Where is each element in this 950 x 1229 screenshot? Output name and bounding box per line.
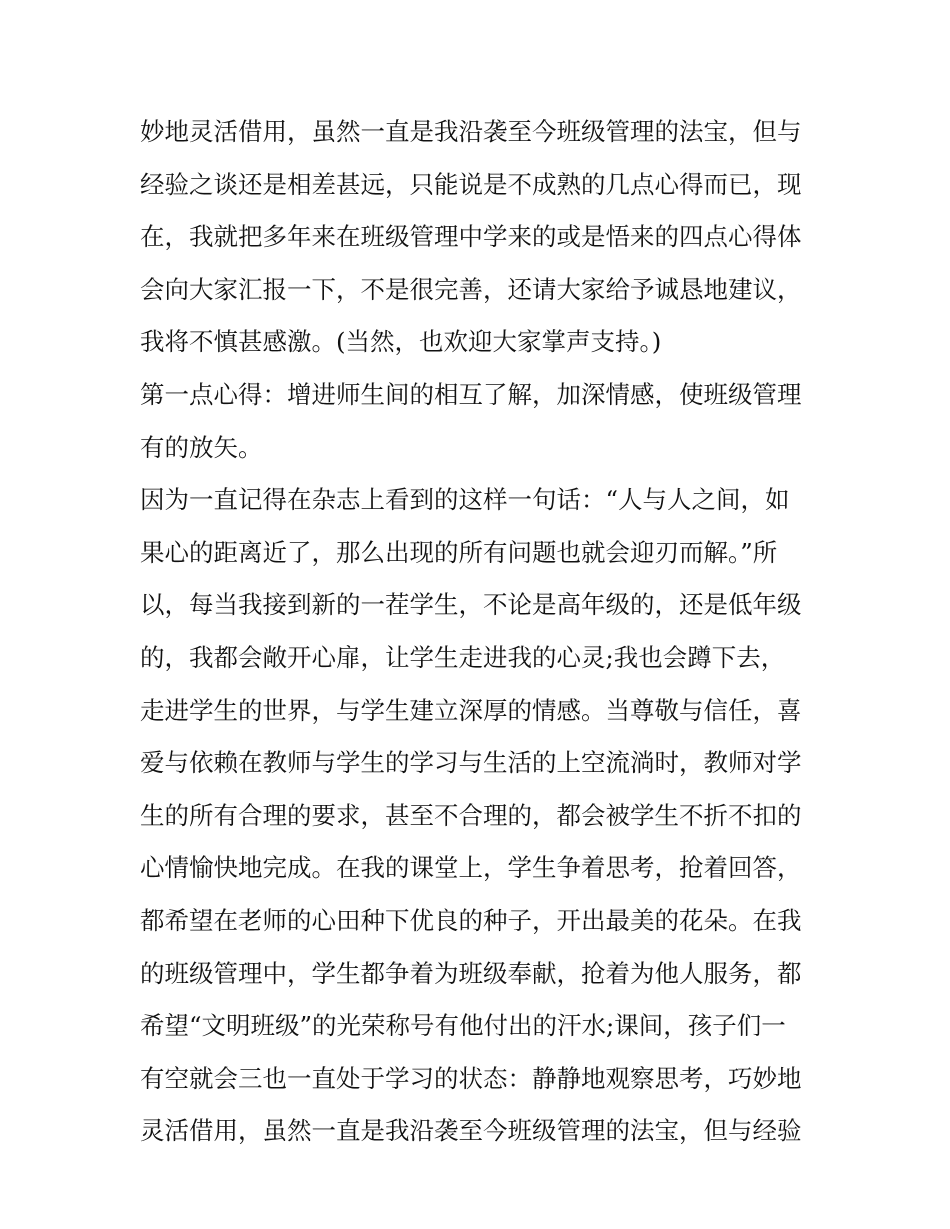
text-line: 在，我就把多年来在班级管理中学来的或是悟来的四点心得体	[140, 222, 802, 252]
text-line: 爱与依赖在教师与学生的学习与生活的上空流淌时，教师对学	[140, 748, 802, 778]
text-line: 都希望在老师的心田种下优良的种子，开出最美的花朵。在我	[140, 905, 802, 935]
text-line: 灵活借用，虽然一直是我沿袭至今班级管理的法宝，但与经验	[140, 1116, 802, 1146]
text-line: 的班级管理中，学生都争着为班级奉献，抢着为他人服务，都	[140, 958, 802, 988]
text-line: 走进学生的世界，与学生建立深厚的情感。当尊敬与信任，喜	[140, 695, 802, 725]
text-line: 因为一直记得在杂志上看到的这样一句话：“人与人之间，如	[140, 485, 790, 515]
text-line: 经验之谈还是相差甚远，只能说是不成熟的几点心得而已，现	[140, 169, 802, 199]
heading-line: 有的放矢。	[140, 432, 263, 462]
text-line: 我将不慎甚感激。(当然，也欢迎大家掌声支持。)	[140, 327, 662, 357]
text-line: 生的所有合理的要求，甚至不合理的，都会被学生不折不扣的	[140, 800, 802, 830]
text-line: 希望“文明班级”的光荣称号有他付出的汗水;课间，孩子们一	[140, 1011, 786, 1041]
text-line: 有空就会三也一直处于学习的状态：静静地观察思考，巧妙地	[140, 1063, 802, 1093]
document-body	[140, 106, 820, 1158]
text-line: 以，每当我接到新的一茬学生，不论是高年级的，还是低年级	[140, 590, 802, 620]
text-line: 心情愉快地完成。在我的课堂上，学生争着思考，抢着回答，	[140, 853, 802, 883]
heading-line: 第一点心得：增进师生间的相互了解，加深情感，使班级管理	[140, 379, 802, 409]
text-line: 妙地灵活借用，虽然一直是我沿袭至今班级管理的法宝，但与	[140, 117, 802, 146]
text-line: 的，我都会敞开心扉，让学生走进我的心灵;我也会蹲下去，	[140, 642, 786, 672]
text-line: 会向大家汇报一下，不是很完善，还请大家给予诚恳地建议，	[140, 274, 802, 304]
text-line: 果心的距离近了，那么出现的所有问题也就会迎刃而解。”所	[140, 537, 778, 567]
